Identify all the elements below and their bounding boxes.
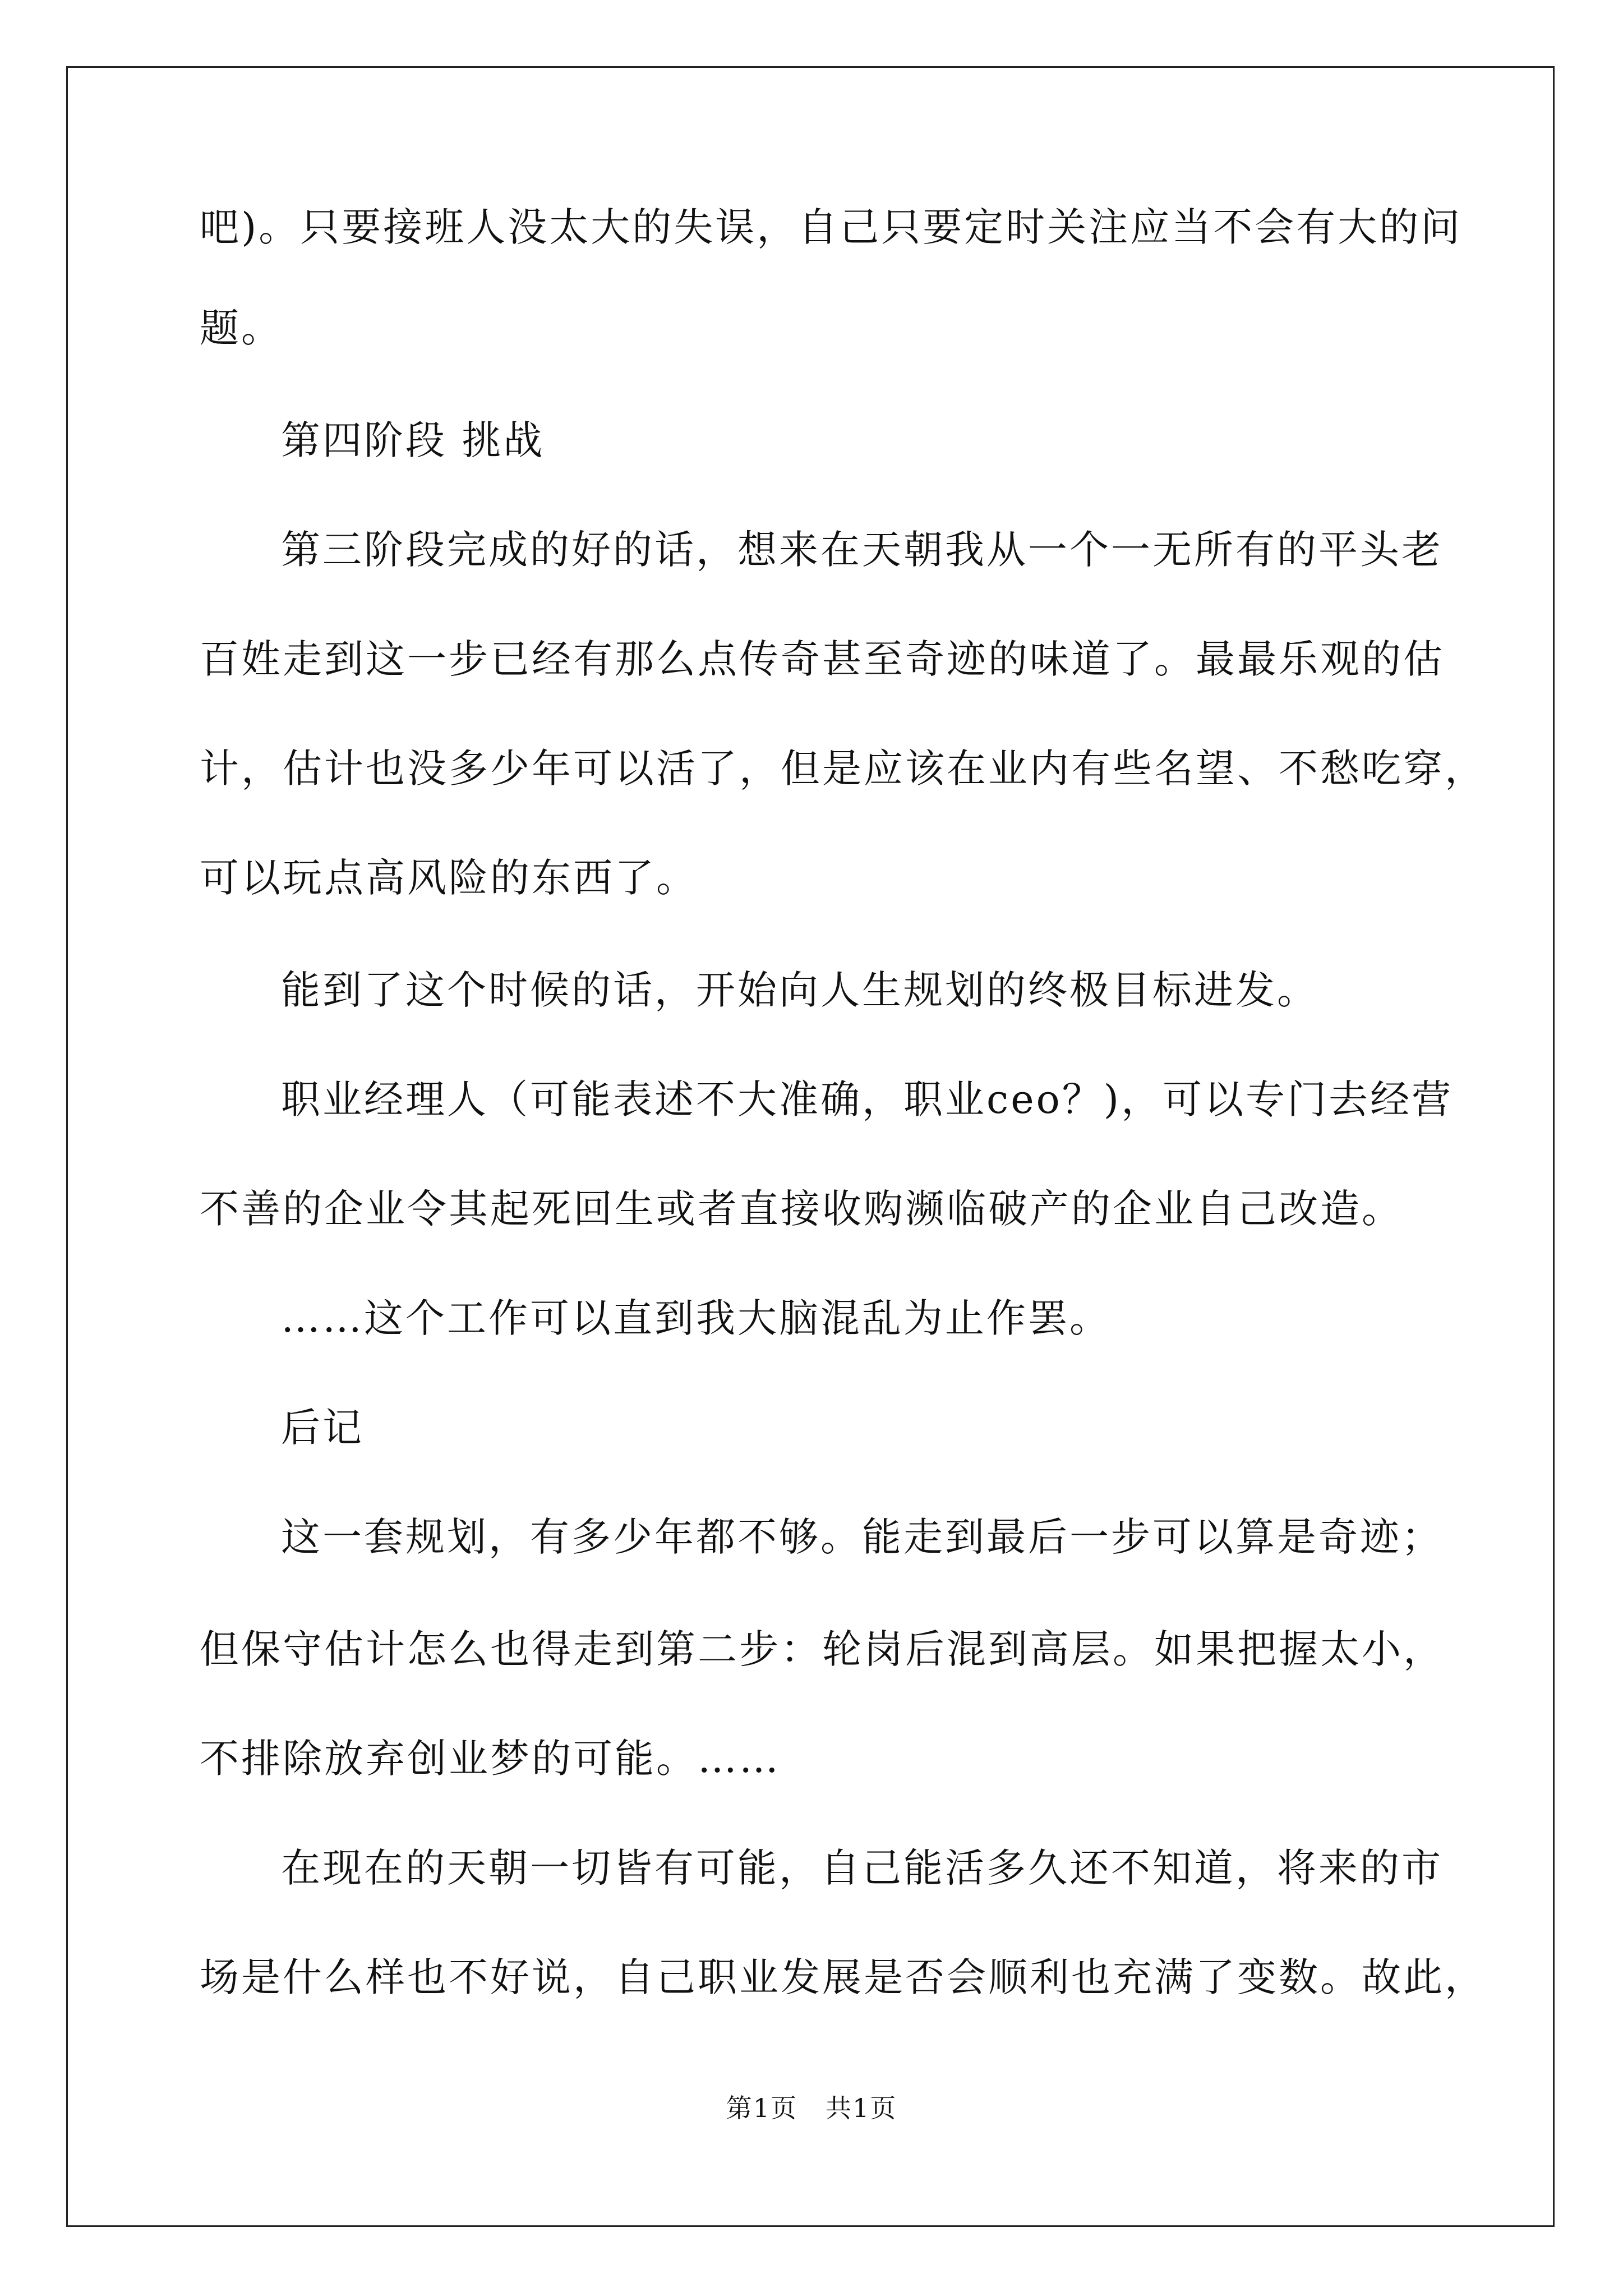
paragraph-line: 第三阶段完成的好的话，想来在天朝我从一个一无所有的平头老: [281, 527, 1443, 573]
paragraph-line: 题。: [200, 305, 283, 351]
paragraph-line: 吧)。只要接班人没太大的失误，自己只要定时关注应当不会有大的问: [200, 204, 1463, 250]
paragraph-line: 在现在的天朝一切皆有可能，自己能活多久还不知道，将来的市: [281, 1845, 1443, 1891]
paragraph-line: 职业经理人（可能表述不大准确，职业ceo？)，可以专门去经营: [281, 1076, 1454, 1122]
paragraph-line: 计，估计也没多少年可以活了，但是应该在业内有些名望、不愁吃穿，: [200, 746, 1486, 792]
paragraph-line: ……这个工作可以直到我大脑混乱为止作罢。: [281, 1295, 1111, 1341]
section-heading: 第四阶段 挑战: [281, 417, 545, 463]
page-number: 第1页: [726, 2093, 798, 2123]
page-border: [66, 66, 1555, 2227]
paragraph-line: 场是什么样也不好说，自己职业发展是否会顺利也充满了变数。故此，: [200, 1954, 1486, 2000]
page-total: 共1页: [825, 2093, 897, 2123]
paragraph-line: 可以玩点高风险的东西了。: [200, 855, 698, 901]
page-footer: [0, 2091, 1623, 2125]
section-heading: 后记: [281, 1405, 364, 1451]
paragraph-line: 这一套规划，有多少年都不够。能走到最后一步可以算是奇迹；: [281, 1514, 1443, 1560]
paragraph-line: 能到了这个时候的话，开始向人生规划的终极目标进发。: [281, 967, 1318, 1013]
paragraph-line: 不排除放弃创业梦的可能。……: [200, 1736, 781, 1782]
paragraph-line: 但保守估计怎么也得走到第二步：轮岗后混到高层。如果把握太小，: [200, 1626, 1445, 1672]
paragraph-line: 不善的企业令其起死回生或者直接收购濒临破产的企业自己改造。: [200, 1186, 1403, 1232]
paragraph-line: 百姓走到这一步已经有那么点传奇甚至奇迹的味道了。最最乐观的估: [200, 636, 1445, 682]
